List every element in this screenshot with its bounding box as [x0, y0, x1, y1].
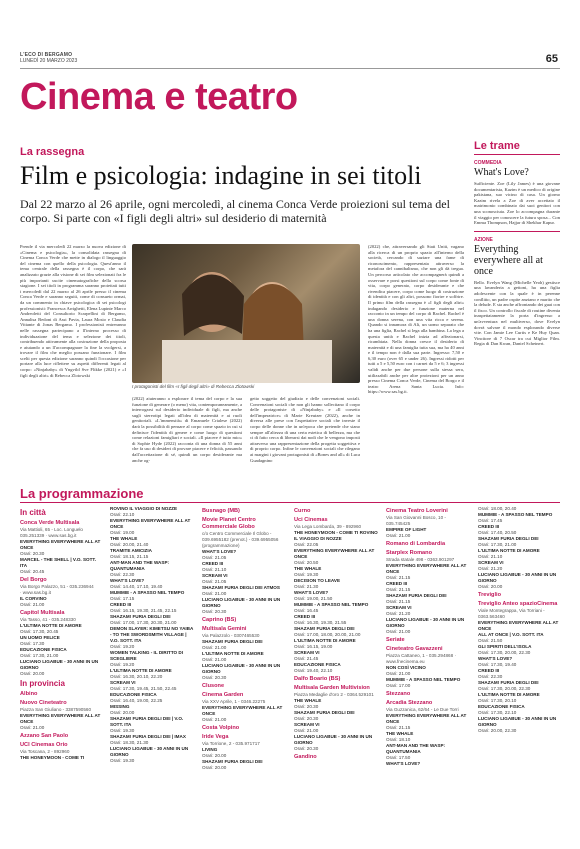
showtimes: Orari: 16.45 — [294, 608, 319, 613]
film-title: SHAZAM! FURIA DEGLI DEI — [386, 593, 447, 598]
showtimes: Orari: 21.00 — [202, 645, 227, 650]
showtimes: Orari: 21.00 — [202, 717, 227, 722]
film-title: SHAZAM! FURIA DEGLI DEI ATMOS — [202, 585, 280, 590]
showtimes: Orari: 19.40, 22.10 — [294, 668, 333, 673]
showtimes: Orari: 21.00 — [20, 725, 45, 730]
film-title: EDUCAZIONE FISICA — [294, 662, 341, 667]
showtimes: Orari: 17.00 — [386, 683, 411, 688]
film-title: WHAT'S LOVE? — [478, 656, 513, 661]
cinema-name: Costa Volpino — [202, 725, 240, 731]
film-title: CREED III — [386, 581, 408, 586]
film-title: LUCIANO LIGABUE - 30 ANNI IN UN GIORNO — [386, 617, 465, 628]
masthead — [20, 52, 77, 64]
film-title: CREED III — [478, 668, 500, 673]
showtimes: Orari: 21.15 — [386, 725, 411, 730]
film-title: LIVING — [202, 747, 218, 752]
cinema-address: Via Palazzolo - 0307465530 — [202, 633, 260, 638]
film-title: EVERYTHING EVERYWHERE ALL AT ONCE — [20, 713, 101, 724]
film-title: THE WHALE — [386, 731, 414, 736]
photo-illustration — [132, 244, 360, 383]
showtimes: Orari: 19.30 — [110, 728, 135, 733]
showtimes: Orari: 20.00 — [202, 765, 227, 770]
cinema-address: Via Tasso, 41 - 035.248330 — [20, 617, 76, 622]
film-title: EDUCAZIONE FISICA — [478, 704, 525, 709]
showtimes: Orari: 20.00 — [110, 710, 135, 715]
cinema-name: Seriate — [386, 637, 405, 643]
cinema-address: Strada statale 498 - 0363.901297 — [386, 557, 455, 562]
cinema-name: Cinema Teatro Loverini — [386, 508, 448, 514]
cinema-name: Multisala Gemini — [202, 626, 247, 632]
cinema-name: Del Borgo — [20, 577, 47, 583]
sidebar-trame — [474, 140, 560, 347]
film-title: IL CORVINO — [20, 596, 47, 601]
showtimes: Orari: 21.00 — [202, 591, 227, 596]
film-title: CREED III — [294, 614, 316, 619]
film-title: NON COSÌ VICINO — [386, 665, 426, 670]
film-title: SHAZAM! FURIA DEGLI DEI — [294, 710, 355, 715]
film-title: EVERYTHING EVERYWHERE ALL AT ONCE — [202, 705, 283, 716]
cinema-name: Treviglio — [478, 592, 502, 598]
film-title: SHAZAM! FURIA DEGLI DEI — [110, 614, 171, 619]
showtimes: Orari: 22.30 — [478, 674, 503, 679]
film-title: SHAZAM! FURIA DEGLI DEI — [478, 680, 539, 685]
showtimes: Orari: 21.50 — [478, 638, 503, 643]
showtimes: Orari: 17.30, 21.00 — [478, 542, 517, 547]
showtimes: Orari: 21.15 — [386, 599, 411, 604]
showtimes: Orari: 17.30 — [20, 641, 45, 646]
film-title: EVERYTHING EVERYWHERE ALL AT ONCE — [386, 713, 467, 724]
film-title: TRAMITE AMICIZIA — [110, 548, 152, 553]
showtimes: Orari: 17.50 — [386, 755, 411, 760]
article-column-2: (2022) aiuteranno a esplorare il tema del corpo e la sua funzione di generare (o meno) vita, contemporaneamente, a interrogarsi sul desiderio individuale di figli, ma anche sugli stereotipi legati all'idea di maternità e ai ruoli genitoriali. «L'immensità» di Emanuele Crialese (2022) darà la possibilità di pensare al corpo come spazio in cui si definisce l'identità di genere e come luogo di questioni come relazioni famigliari e sociali. «Il piacere è tutto mio» di Sophie Hyde (2022) racconta di una donna di 55 anni che fa uso di desideri di provare piacere e felicità, passando dall'accettazione di sé, quindi un corpo desiderante ma anche og- — [132, 396, 242, 463]
article-column-3: getto soggetto del giudizio e delle convenzioni sociali. Convenzioni sociali che non gli hanno sollecitano il corpo delle protagoniste di «Ninjababy» e «Il corsetto dell'imperatrice» di Marie Kreutzer (2022), anche in diversa alle prese con l'aspettative sociali che investe il corpo delle donne che in un'epoca che pretende che siano sempre all'altezza di una certa estetica di bellezza, ma che ci di fatto cerca di liberarsi dai nodi che le vengono imposti attraverso una rappresentazione della progetta soggettiva e di proprio corpo. Infine le convenzioni sociali che rilegano ai margini i giovani protagonisti di «Bones and all» di Luca Guadagnino — [250, 396, 360, 463]
listings-column — [20, 506, 102, 846]
cinema-name: Starplex Romano — [386, 550, 433, 556]
cinema-name: Gandino — [294, 754, 317, 760]
showtimes: Orari: 22.30 — [110, 572, 135, 577]
showtimes: Orari: 21.30 — [294, 584, 319, 589]
showtimes: Orari: 16.15, 19.00 — [294, 644, 333, 649]
sidebar-film-title: What's Love? — [474, 167, 529, 178]
film-title: EDUCAZIONE FISICA — [20, 647, 67, 652]
showtimes: Orari: 17.15 — [110, 596, 135, 601]
film-title: MUMMIE - A SPASSO NEL TEMPO — [110, 590, 185, 595]
showtimes: Orari: 20.00 — [20, 671, 45, 676]
article-subhead: Dal 22 marzo al 26 aprile, ogni mercoledì, al cinema Conca Verde proiezioni sul tema del corpo. Si parte con «I figli degli altri» sul desiderio di maternità — [20, 197, 450, 225]
film-title: L'ULTIMA NOTTE DI AMORE — [478, 548, 540, 553]
film-title: WHAT'S LOVE? — [202, 549, 237, 554]
listings-column — [294, 506, 378, 846]
showtimes: Orari: 21.45 — [294, 656, 319, 661]
film-title: THE WHALE — [294, 566, 322, 571]
cinema-name: Romano di Lombardia — [386, 541, 446, 547]
film-title: SHAZAM! FURIA DEGLI DEI | IMAX — [110, 734, 186, 739]
showtimes: Orari: 21.00 — [386, 629, 411, 634]
cinema-name: Busnago (MB) — [202, 508, 240, 514]
showtimes: Orari: 17.40, 20.50 — [478, 530, 517, 535]
showtimes: Orari: 17.30, 20.00, 22.30 — [478, 650, 531, 655]
film-title: THE WHALE — [294, 698, 322, 703]
film-title: EVERYTHING EVERYWHERE ALL AT ONCE — [294, 548, 375, 559]
listings-heading: In provincia — [20, 679, 65, 688]
cinema-name: Uci Cinemas — [294, 517, 328, 523]
cinema-address: Piazza Medaglie d'oro 2 - 0364.529101 — [294, 692, 374, 697]
film-title: WHAT'S LOVE? — [110, 578, 145, 583]
film-title: THE HONEYMOON - COME TI ROVINO IL VIAGGIO DI NOZZE — [294, 530, 378, 541]
film-title: WHAT'S LOVE? — [386, 761, 421, 766]
showtimes: Orari: 22.10 — [110, 512, 135, 517]
cinema-name: Nuovo Cineteatro — [20, 700, 67, 706]
film-title: ALL AT ONCE | V.O. SOTT. ITA — [478, 632, 544, 637]
film-title: SHAZAM! FURIA DEGLI DEI — [478, 536, 539, 541]
cinema-address: 035.251339 · www.sas.bg.it — [20, 533, 77, 538]
showtimes: Orari: 19.20 — [110, 644, 135, 649]
cinema-address: · www.sas.bg.it — [20, 590, 51, 595]
sidebar-genre-tag: COMMEDIA — [474, 160, 502, 166]
showtimes: Orari: 17.30, 21.00 — [20, 653, 59, 658]
listings-column — [110, 506, 194, 846]
article-photo — [132, 244, 360, 383]
showtimes: Orari: 20.00 — [202, 753, 227, 758]
film-title: LUCIANO LIGABUE - 30 ANNI IN UN GIORNO — [478, 716, 557, 727]
listings-column — [386, 506, 470, 846]
showtimes: Orari: 21.15 — [386, 575, 411, 580]
film-title: L'ULTIMA NOTTE DI AMORE — [202, 651, 264, 656]
film-title: CREED III — [202, 561, 224, 566]
top-divider — [20, 68, 560, 69]
showtimes: Orari: 17.00, 17.30, 20.30, 21.00 — [110, 620, 177, 625]
showtimes: Orari: 21.10 — [202, 567, 227, 572]
showtimes: Orari: 19.00, 21.50 — [294, 596, 333, 601]
showtimes: Orari: 18.30, 21.30 — [110, 740, 149, 745]
film-title: LUCIANO LIGABUE - 30 ANNI IN UN GIORNO — [20, 659, 99, 670]
showtimes: Orari: 16.30, 20.10, 22.20 — [110, 674, 163, 679]
film-title: SCREAM VI — [110, 680, 136, 685]
showtimes: Orari: 17.00, 18.00, 20.00, 21.00 — [294, 632, 361, 637]
showtimes: Orari: 22.05 — [294, 542, 319, 547]
film-title: EVERYTHING EVERYWHERE ALL AT ONCE — [478, 620, 559, 631]
showtimes: Orari: 21.00 — [20, 602, 45, 607]
showtimes: Orari: 21.20 — [386, 611, 411, 616]
showtimes: Orari: 19.30 — [294, 572, 319, 577]
cinema-name: Caprino (BS) — [202, 617, 237, 623]
sidebar-film-plot: Sufficiente. Zoe (Lily James) è una giovane documentarista, Kazim è un medico di origine pakistana, suo vicino di casa. Un giorno Kazim rivela a Zoe di aver accettato il matrimonio combinato dai suoi genitori con una sconosciuta. Zoe lo accompagna durante il viaggio per conoscere la futura sposa... Con Emma Thompson, Hajjar di Shekhar Kapur. — [474, 181, 560, 226]
showtimes: Orari: 20.00, 22.30 — [478, 728, 517, 733]
showtimes: Orari: 21.00 — [202, 657, 227, 662]
film-title: EDUCAZIONE FISICA — [110, 692, 157, 697]
cinema-address: Viale Montegrappa, Via Torriani - 0363.563460 — [478, 608, 545, 619]
cinema-name: Dalfo Boario (BS) — [294, 676, 341, 682]
film-title: L'ULTIMA NOTTE DI AMORE — [478, 692, 540, 697]
page-number: 65 — [545, 53, 558, 65]
film-title: SHAZAM! FURIA DEGLI DEI — [202, 639, 263, 644]
sidebar-title: Le trame — [474, 140, 560, 155]
listings-heading: In città — [20, 508, 46, 517]
cinema-name: Movie Planet Centro Commerciale Globo — [202, 517, 256, 530]
film-title: EVERYTHING EVERYWHERE ALL AT ONCE — [20, 539, 101, 550]
film-title: GLI SPIRITI DELL'ISOLA — [478, 644, 532, 649]
showtimes: Orari: 20.30 — [202, 609, 227, 614]
film-title: MUMMIE - A SPASSO NEL TEMPO — [478, 512, 553, 517]
programmazione-divider — [20, 502, 560, 503]
showtimes: Orari: 20.30 — [294, 716, 319, 721]
cinema-address: c/o Centro Commerciale Il Globo - 039.6955182 (prenot.) - 039.6955056 (programmazione) — [202, 531, 279, 548]
film-title: CREED III — [478, 524, 500, 529]
showtimes: Orari: 21.05 — [202, 555, 227, 560]
cinema-address: Via Torrione, 2 - 035.971717 — [202, 741, 260, 746]
film-title: ROVINO IL VIAGGIO DI NOZZE — [110, 506, 178, 511]
showtimes: Orari: 19.30 — [110, 758, 135, 763]
showtimes: Orari: 20.30 — [294, 704, 319, 709]
showtimes: Orari: 20.30 — [294, 746, 319, 751]
cinema-name: Cineteatro Gavazzeni — [386, 646, 443, 652]
showtimes: Orari: 16.15, 19.30, 21.45, 22.15 — [110, 608, 177, 613]
showtimes: Orari: 20.30 — [202, 675, 227, 680]
cinema-name: UCI Cinemas Orio — [20, 742, 68, 748]
programmazione-title: La programmazione — [20, 486, 144, 501]
cinema-address: Via XXV Aprile, 1 - 0346.22275 — [202, 699, 266, 704]
cinema-address: Via Guzzanica, 62/64 - Le Due Torri — [386, 707, 459, 712]
film-title: UN UOMO FELICE — [20, 635, 60, 640]
film-title: DECISION TO LEAVE — [294, 578, 341, 583]
cinema-name: Iride Vega — [202, 734, 229, 740]
issue-date: LUNEDÌ 20 MARZO 2023 — [20, 58, 78, 64]
film-title: LUCIANO LIGABUE - 30 ANNI IN UN GIORNO — [478, 572, 557, 583]
film-title: ANT-MAN AND THE WASP: QUANTUMANIA — [386, 743, 446, 754]
film-title: LUCIANO LIGABUE - 30 ANNI IN UN GIORNO — [294, 734, 373, 745]
sidebar-film-plot: Bello. Evelyn Wang (Michelle Yeoh) gestisce una lavanderia a gettoni, ha una figlia adolescente con la quale è in perenne conflitto, un padre ospite anziano e marito che la delude. E sta anche affrontando dei guai con il fisco. Un controllo fiscale di routine diventa inaspettatamente la porta d'ingresso a un'avventura nel multiverso, dove Evelyn dovrà salvare il mondo esplorando diverse vite. Con Jamie Lee Curtis e Ke Huy Quan. Vincitore di 7 Oscar tra cui Miglior Film. Regia di Dan Kwan, Daniel Scheinert. — [474, 279, 561, 347]
film-title: EVERYTHING EVERYWHERE ALL AT ONCE — [386, 563, 467, 574]
film-title: EVERYTHING EVERYWHERE ALL AT ONCE — [110, 518, 191, 529]
film-title: CREED III — [110, 602, 132, 607]
showtimes: Orari: 21.05 — [202, 579, 227, 584]
photo-caption: I protagonisti del film «I figli degli altri» di Rebecca Zlotowski — [132, 384, 255, 389]
showtimes: Orari: 16.40, 19.00, 22.25 — [110, 698, 163, 703]
listings-column — [202, 506, 286, 846]
cinema-name: Capitol Multisala — [20, 610, 65, 616]
film-title: LUCIANO LIGABUE - 30 ANNI IN UN GIORNO — [110, 746, 189, 757]
film-title: SHAZAM! FURIA DEGLI DEI | V.O. SOTT. ITA — [110, 716, 184, 727]
showtimes: Orari: 18.15, 21.15 — [110, 554, 149, 559]
showtimes: Orari: 17.30, 20.45 — [20, 629, 59, 634]
showtimes: Orari: 21.20 — [478, 566, 503, 571]
film-title: SHAZAM! FURIA DEGLI DEI — [294, 626, 355, 631]
showtimes: Orari: 20.00 — [478, 584, 503, 589]
showtimes: Orari: 21.15 — [386, 587, 411, 592]
showtimes: Orari: 16.30, 19.30, 21.55 — [294, 620, 347, 625]
cinema-name: Arcadia Stezzano — [386, 700, 433, 706]
film-title: WHAT'S LOVE? — [294, 590, 329, 595]
listings-column — [478, 506, 562, 846]
cinema-name: Treviglio Anteo spazioCinema — [478, 601, 558, 607]
film-title: SCREAM VI — [294, 650, 320, 655]
showtimes: Orari: 17.30, 22.10 — [478, 710, 517, 715]
cinema-name: Albino — [20, 691, 38, 697]
showtimes: Orari: 17.30, 20.10 — [478, 698, 517, 703]
cinema-name: Curno — [294, 508, 311, 514]
film-title: ANT-MAN AND THE WASP: QUANTUMANIA — [110, 560, 170, 571]
film-title: THE HONEYMOON - COME TI — [20, 755, 85, 760]
cinema-address: Via Borgo Palazzo, 51 - 035.236944 — [20, 584, 94, 589]
showtimes: Orari: 20.00, 21.40 — [110, 542, 149, 547]
showtimes: Orari: 17.30, 19.45, 21.50, 22.45 — [110, 686, 177, 691]
cinema-name: Azzano San Paolo — [20, 733, 69, 739]
showtimes: Orari: 21.10 — [478, 554, 503, 559]
film-title: MUMMIE - A SPASSO NEL TEMPO — [294, 602, 369, 607]
film-title: LUCIANO LIGABUE - 30 ANNI IN UN GIORNO — [202, 663, 281, 674]
article-column-4: (2022) che, attraversando gli Stati Uniti, vagano alla ricerca di un proprio spazio all'interno della società, cercando di saziare una fame di riconoscimento, rappresentata attraverso la metafora del cannibalismo, che non gli dà tregua. Un percorso articolato che accompagnerà quindi a osservare e porsi questioni sul corpo come fonte di vita, corpo generato, corpo desiderante e che rivendica piacere, corpo come luogo di costruzione di identità e con gli altri, possono fiorire e soffrire. Il primo film della rassegna è «I figli degli altri» indagando desiderio e funzione materna nel racconto in un tempo del corpo di Rachel. Rachel è una donna serena, con una vita ricca e serena. Quando si innamora di Ali, un uomo separato che ha una figlia, Rachel si lega alla bambina. La lega a questa unità e Rachel inizia ad affezionarsi, ricambiata. Nella donna cresce il desiderio di maternità e di una famiglia tutta sua, ma ha 40 anni e il tempo non è dalla sua parte. Ingresso: 7,50 e 6,30 euro (over 65 e under 26). Ingressi ridotti per tutti a 5 e 5,50 euro con i carnet da 5 e 6; 3 ingressi validi anche per due persone sulla stessa sera, utilizzabili anche per altre proiezioni per un anno presso Cinema Conca Verde, Cinema del Borgo e il teatro Arena Santa Lucia. Info: https://www.sas.bg.it. — [368, 244, 464, 395]
showtimes: Orari: 17.30, 20.00, 22.30 — [478, 686, 531, 691]
film-title: L'ULTIMA NOTTE DI AMORE — [294, 638, 356, 643]
showtimes: Orari: 14.40, 17.10, 19.40 — [110, 584, 163, 589]
article-kicker: La rassegna — [20, 146, 85, 158]
sidebar-film-title: Everything everywhere all at once — [474, 243, 543, 277]
showtimes: Orari: 17.45 — [478, 518, 503, 523]
showtimes: Orari: 18.10 — [386, 737, 411, 742]
film-title: DEMON SLAYER: KIMETSU NO YAIBA - TO THE SWORDSMITH VILLAGE | V.O. SOTT. ITA — [110, 626, 194, 643]
cinema-address: Via Mattioli, 65 - Loc. Longuelo — [20, 527, 83, 532]
cinema-name: Conca Verde Multisala — [20, 520, 80, 526]
sidebar-genre-tag: AZIONE — [474, 236, 493, 243]
film-title: SCREAM VI — [202, 573, 228, 578]
showtimes: Orari: 21.00 — [386, 671, 411, 676]
cinema-name: Stezzano — [386, 691, 411, 697]
showtimes: Orari: 17.30, 19.40 — [478, 662, 517, 667]
cinema-name: Multisala Garden Multivision — [294, 685, 370, 691]
film-title: SCREAM VI — [386, 605, 412, 610]
article-headline: Film e psicologia: indagine in sei titoli — [20, 161, 422, 190]
film-title: SCREAM VI — [478, 560, 504, 565]
cinema-address: Piazza Cattaneo, 1 - 035.294868 · www.fnecinema.eu — [386, 653, 456, 664]
film-title: MUMMIE - A SPASSO NEL TEMPO — [386, 677, 461, 682]
showtimes: Orari: 18.00, 20.40 — [478, 506, 517, 511]
sidebar-divider — [474, 231, 560, 232]
cinema-address: Piazza San Giuliano - 3387590560 — [20, 707, 91, 712]
cinema-name: Clusone — [202, 683, 225, 689]
film-title: THE WHALE — [110, 536, 138, 541]
film-title: EMPIRE OF LIGHT — [386, 527, 427, 532]
showtimes: Orari: 20.45 — [20, 569, 45, 574]
film-title: L'ULTIMA NOTTE DI AMORE — [20, 623, 82, 628]
showtimes: Orari: 19.00 — [110, 530, 135, 535]
film-title: MARCEL - THE SHELL | V.O. SOTT. ITA — [20, 557, 96, 568]
showtimes: Orari: 21.00 — [294, 728, 319, 733]
section-title: Cinema e teatro — [20, 76, 298, 118]
newspaper-name: L'ECO DI BERGAMO — [20, 52, 73, 58]
showtimes: Orari: 19.20 — [110, 662, 135, 667]
cinema-address: Via Lega Lombarda, 39 - 892960 — [294, 524, 362, 529]
film-title: SCREAM VI — [294, 722, 320, 727]
film-title: MISSING — [110, 704, 130, 709]
cinema-address: Via Toscana, 2 - 892960 — [20, 749, 70, 754]
cinema-name: Cinema Garden — [202, 692, 244, 698]
cinema-address: Via San Giovanni Bosco, 10 - 035.745425 — [386, 515, 446, 526]
showtimes: Orari: 20.30 — [20, 551, 45, 556]
film-title: LUCIANO LIGABUE - 30 ANNI IN UN GIORNO — [202, 597, 281, 608]
showtimes: Orari: 21.00 — [386, 533, 411, 538]
film-title: WOMEN TALKING - IL DIRITTO DI SCEGLIERE — [110, 650, 183, 661]
showtimes: Orari: 20.50 — [294, 560, 319, 565]
article-column-1: Prende il via mercoledì 22 marzo la nuova edizione di «Cinema e psicologia», la consolidata rassegna di Cinema Conca Verde che mette in dialogo il linguaggio del cinema con quello della psicologia. Quest'anno il tema centrale della rassegna è il corpo, che sarà analizzato grazie alla visione di sei film selezionati fra le più importanti uscite cinematografiche della scorsa stagione. I sei titoli in programma saranno proiettati tutti i mercoledì dal 22 marzo al 26 aprile presso il cinema Conca Verde e saranno seguiti, come di consueto ormai, da un commento in chiave psicologica di sei psicologi professionisti: Francesca Arrighetti, Elena Lupinte Marco Andreoletti del Consultorio Scarpellini di Bergamo, Annalisa Bedoni di Asst Pavia, Laura Mosio e Claudia Vittante di Jonas Bergamo. I professionisti entreranno nelle rassegna partecipano a ll'interno processo di individuazione del tema e selezione dei titoli, contribuendo attivamente alla costruzione della proposta e aiutando a un ll'accompagnare la fine la svolgersi, a trovare il film che meglio possano funzionare. I film scelti per questa edizione saranno quindi l'occasione per portare alla luce riflettere su aspetti differenti legati al corpo: «Ninjababy» di Yngvild Sve Flikke (2021) e «I figli degli altri» di Rebecca Zlotowski — [20, 244, 126, 378]
film-title: SHAZAM! FURIA DEGLI DEI — [202, 759, 263, 764]
film-title: L'ULTIMA NOTTE DI AMORE — [110, 668, 172, 673]
